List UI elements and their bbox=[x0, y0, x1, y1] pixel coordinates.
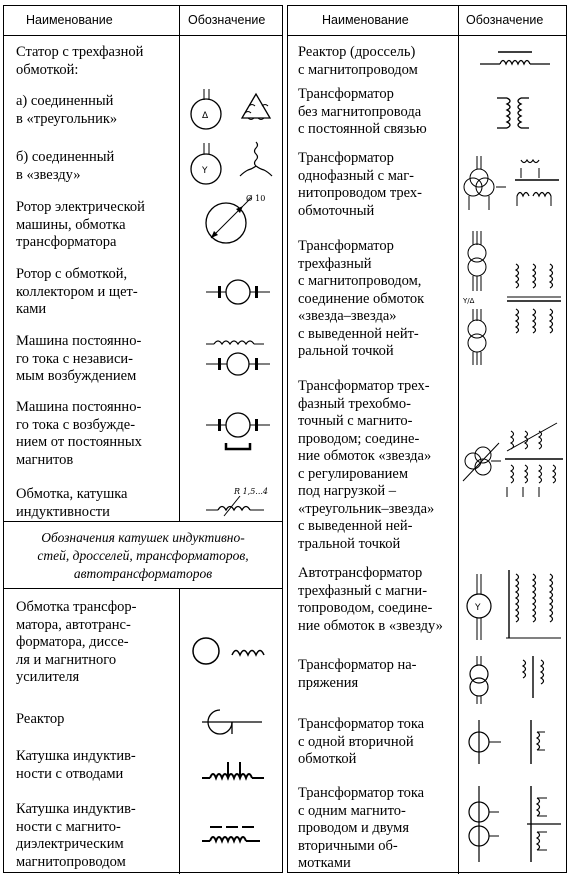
row-transformer-3ph-3w: Трансформатор трех- фазный трехобмо- точный с магнито- проводом; соедине- ние обмоток «звезда» с регулированием под нагрузкой – «треугольник–звезда» с выведенной ней- тральной точкой bbox=[298, 378, 435, 552]
svg-text:Y: Y bbox=[475, 603, 481, 613]
row-stator-delta: а) соединенный в «треугольник» bbox=[16, 93, 118, 127]
section-title: Обозначения катушек индуктивно- стей, дросселей, трансформаторов, автотрансформаторов bbox=[37, 530, 249, 581]
dc-independent-symbol bbox=[204, 336, 274, 378]
row-transformer-no-core: Трансформатор без магнитопровода с постоянной связью bbox=[298, 86, 427, 137]
row-current-transformer-2: Трансформатор тока с одним магнито- проводом и двумя вторичными об- мотками bbox=[298, 785, 425, 871]
row-rotor: Ротор электрической машины, обмотка трансформатора bbox=[16, 199, 145, 250]
row-winding: Обмотка, катушка индуктивности bbox=[16, 486, 128, 520]
rotor-symbol bbox=[196, 191, 276, 251]
row-coil-taps: Катушка индуктив- ности с отводами bbox=[16, 748, 136, 782]
current-transformer-1-symbol bbox=[461, 718, 566, 766]
reactor-core-symbol bbox=[478, 48, 558, 72]
header-name: Наименование bbox=[26, 13, 113, 27]
row-coil-core: Катушка индуктив- ности с магнито- диэлектрическим магнитопроводом bbox=[16, 801, 136, 870]
svg-text:Y/Δ: Y/Δ bbox=[463, 297, 475, 305]
row-autotransformer: Автотрансформатор трехфазный с магни- топроводом, соедине- ние обмоток в «звезду» bbox=[298, 565, 443, 634]
row-transformer-3ph: Трансформатор трехфазный с магнитопроводом, соединение обмоток «звезда–звезда» с выведенной нейт- ральной точкой bbox=[298, 238, 425, 359]
left-table bbox=[3, 5, 283, 873]
rotor-collector-symbol bbox=[204, 278, 274, 308]
current-transformer-2-symbol bbox=[461, 784, 566, 864]
row-reactor: Реактор bbox=[16, 711, 65, 727]
row-stator-wye: б) соединенный в «звезду» bbox=[16, 149, 115, 183]
transformer-3ph-symbol bbox=[461, 229, 566, 369]
voltage-transformer-symbol bbox=[461, 654, 566, 706]
header-designation: Обозначение bbox=[188, 13, 266, 27]
header-designation: Обозначение bbox=[466, 13, 544, 27]
transformer-1ph-symbol bbox=[461, 154, 566, 214]
svg-text:Δ: Δ bbox=[202, 111, 209, 121]
right-table bbox=[287, 5, 567, 873]
transformer-3ph-3w-symbol bbox=[461, 421, 566, 511]
transformer-no-core-symbol bbox=[493, 94, 533, 134]
right-header bbox=[288, 6, 566, 36]
coil-core-symbol bbox=[200, 819, 275, 847]
row-dc-magnets: Машина постоянно- го тока с возбужде- нием от постоянных магнитов bbox=[16, 399, 142, 468]
stator-wye-symbol bbox=[184, 138, 279, 194]
coil-taps-symbol bbox=[200, 758, 275, 786]
row-dc-independent: Машина постоянно- го тока с независи- мым возбуждением bbox=[16, 333, 142, 384]
winding-symbol bbox=[190, 633, 275, 669]
svg-text:R 1,5...4: R 1,5...4 bbox=[234, 487, 269, 496]
dc-magnets-symbol bbox=[204, 411, 274, 456]
winding-taps-symbol bbox=[204, 484, 279, 518]
svg-text:Y: Y bbox=[202, 166, 208, 176]
row-current-transformer-1: Трансформатор тока с одной вторичной обмоткой bbox=[298, 716, 425, 767]
row-transformer-winding: Обмотка трансфор- матора, автотранс- форматора, диссе- ля и магнитного усилителя bbox=[16, 599, 137, 685]
reactor-symbol bbox=[200, 706, 270, 738]
row-reactor-core: Реактор (дроссель) с магнитопроводом bbox=[298, 44, 418, 78]
stator-delta-symbol bbox=[184, 84, 279, 136]
row-stator: Статор с трехфазной обмоткой: bbox=[16, 44, 144, 78]
row-rotor-collector: Ротор с обмоткой, коллектором и щет- ками bbox=[16, 266, 138, 317]
autotransformer-symbol bbox=[461, 566, 566, 646]
row-voltage-transformer: Трансформатор на- пряжения bbox=[298, 657, 417, 691]
header-name: Наименование bbox=[322, 13, 409, 27]
row-transformer-1ph: Трансформатор однофазный с маг- нитопроводом трех- обмоточный bbox=[298, 150, 422, 219]
left-header bbox=[4, 6, 282, 36]
svg-text:Ø 10: Ø 10 bbox=[246, 194, 266, 203]
